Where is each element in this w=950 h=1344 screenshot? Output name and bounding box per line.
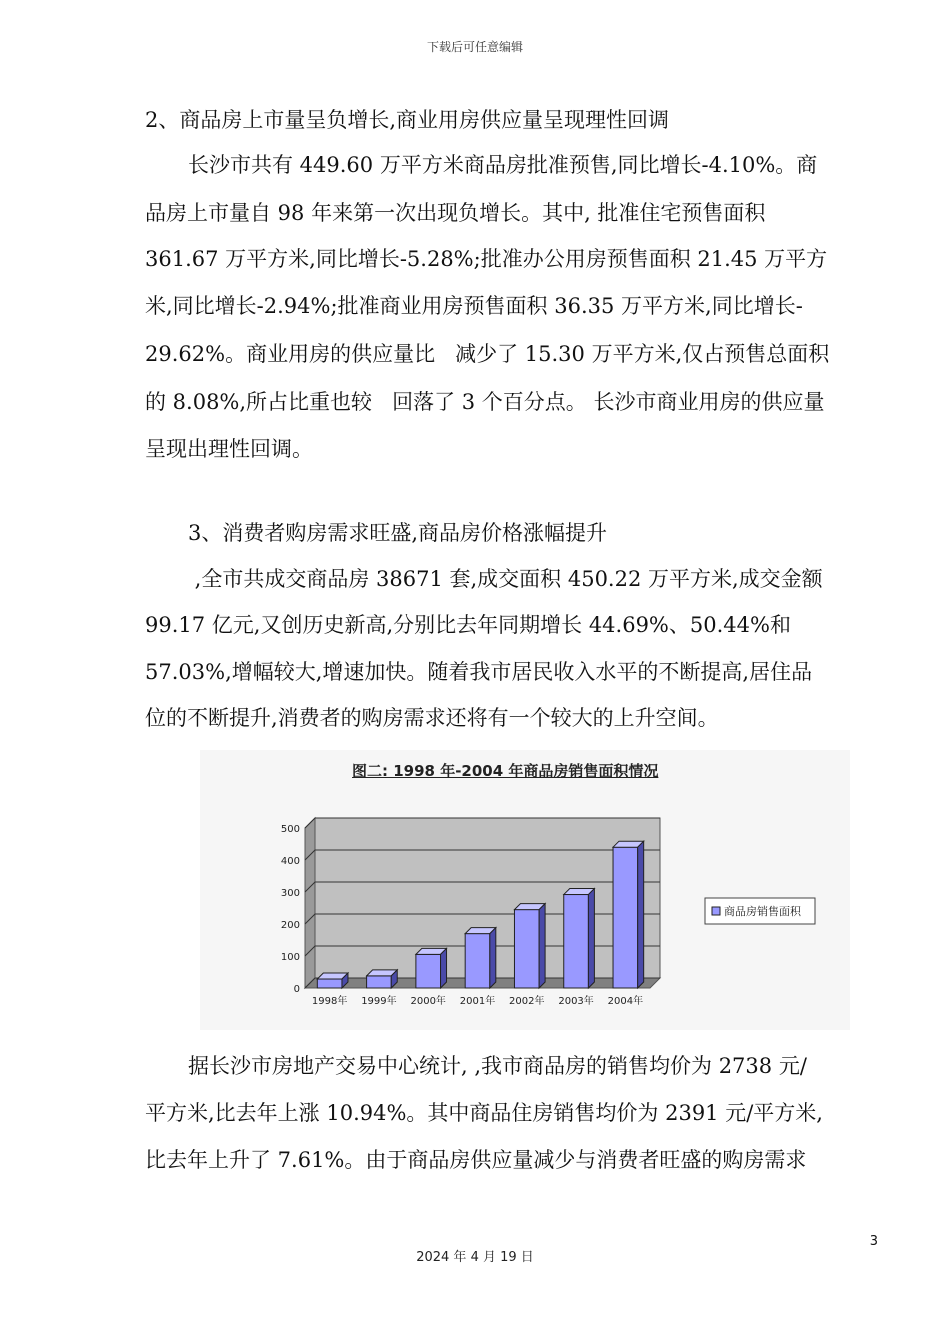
page-number: 3 <box>869 1234 878 1249</box>
paragraph-line: 品房上市量自 98 年来第一次出现负增长。其中, 批准住宅预售面积 <box>145 201 766 225</box>
paragraph-line: ,全市共成交商品房 38671 套,成交面积 450.22 万平方米,成交金额 <box>188 567 823 591</box>
bar-chart <box>200 750 850 1030</box>
bar-2004年 <box>613 847 638 988</box>
y-tick-label: 100 <box>280 952 300 963</box>
footer-date: 2024 年 4 月 19 日 <box>416 1250 534 1265</box>
bar-2003年 <box>564 895 589 988</box>
y-tick-label: 500 <box>280 824 300 835</box>
legend-swatch <box>712 907 720 915</box>
paragraph-line: 比去年上升了 7.61%。由于商品房供应量减少与消费者旺盛的购房需求 <box>145 1148 807 1172</box>
paragraph-line: 位的不断提升,消费者的购房需求还将有一个较大的上升空间。 <box>145 706 719 730</box>
bar-2001年 <box>465 934 490 988</box>
bar-2002年 <box>514 910 539 988</box>
paragraph-line: 米,同比增长-2.94%;批准商业用房预售面积 36.35 万平方米,同比增长- <box>145 294 803 318</box>
x-tick-label: 2004年 <box>607 996 644 1007</box>
x-tick-label: 1998年 <box>311 996 348 1007</box>
x-tick-label: 2001年 <box>459 996 496 1007</box>
heading-section-3: 3、消费者购房需求旺盛,商品房价格涨幅提升 <box>188 521 608 545</box>
bar-1998年 <box>317 979 342 988</box>
page-header: 下载后可任意编辑 <box>426 40 523 54</box>
paragraph-line: 的 8.08%,所占比重也较 回落了 3 个百分点。 长沙市商业用房的供应量 <box>145 390 825 414</box>
bar-side-face <box>539 904 545 988</box>
bar-side-face <box>490 928 496 988</box>
bar-side-face <box>588 889 594 988</box>
paragraph-line: 据长沙市房地产交易中心统计, ,我市商品房的销售均价为 2738 元/ <box>188 1054 807 1078</box>
x-tick-label: 2002年 <box>509 996 545 1007</box>
chart-title: 图二: 1998 年-2004 年商品房销售面积情况 <box>352 762 659 780</box>
chart-svg <box>200 750 850 1030</box>
x-tick-label: 1999年 <box>361 996 397 1007</box>
paragraph-line: 平方米,比去年上涨 10.94%。其中商品住房销售均价为 2391 元/平方米, <box>145 1101 823 1125</box>
paragraph-line: 长沙市共有 449.60 万平方米商品房批准预售,同比增长-4.10%。商 <box>188 153 818 177</box>
bar-2000年 <box>416 954 441 988</box>
legend-label: 商品房销售面积 <box>724 905 801 918</box>
y-tick-label: 0 <box>293 984 300 995</box>
paragraph-line: 呈现出理性回调。 <box>145 437 313 461</box>
y-tick-label: 200 <box>280 920 300 931</box>
y-tick-label: 300 <box>280 888 300 899</box>
heading-section-2: 2、商品房上市量呈负增长,商业用房供应量呈现理性回调 <box>145 108 670 132</box>
chart-side-wall <box>305 818 315 988</box>
paragraph-line: 29.62%。商业用房的供应量比 减少了 15.30 万平方米,仅占预售总面积 <box>145 342 830 366</box>
bar-side-face <box>638 841 644 988</box>
paragraph-line: 57.03%,增幅较大,增速加快。随着我市居民收入水平的不断提高,居住品 <box>145 660 813 684</box>
paragraph-line: 99.17 亿元,又创历史新高,分别比去年同期增长 44.69%、50.44%和 <box>145 613 791 637</box>
bar-1999年 <box>367 976 392 988</box>
x-tick-label: 2000年 <box>410 996 446 1007</box>
bar-side-face <box>441 948 447 988</box>
y-tick-label: 400 <box>280 856 300 867</box>
x-tick-label: 2003年 <box>558 996 594 1007</box>
paragraph-line: 361.67 万平方米,同比增长-5.28%;批准办公用房预售面积 21.45 万平方 <box>145 247 828 271</box>
